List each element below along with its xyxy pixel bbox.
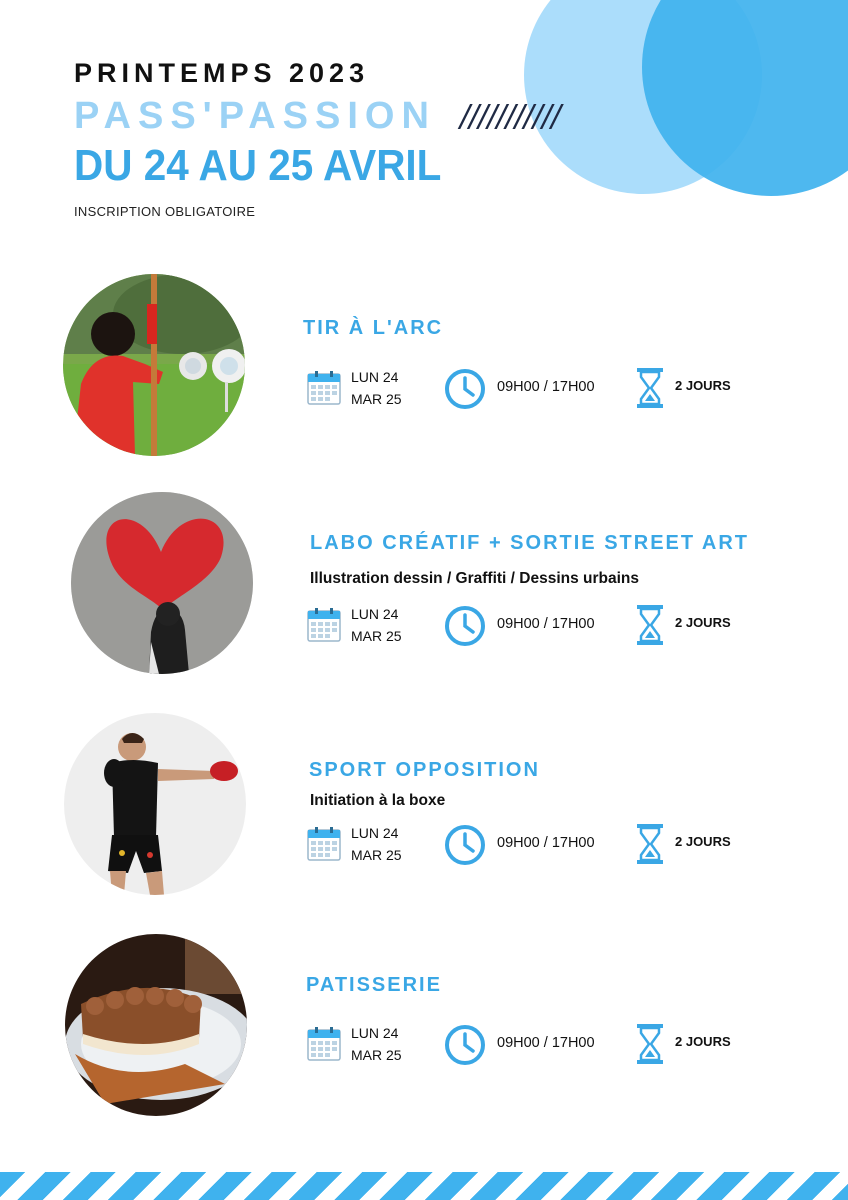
activity-days-street-art bbox=[307, 603, 402, 647]
calendar-icon bbox=[307, 607, 341, 643]
day-2: MAR 25 bbox=[351, 1047, 402, 1063]
activity-hours-archery: 09H00 / 17H00 bbox=[497, 379, 595, 395]
boxing-photo bbox=[64, 713, 246, 895]
day-1: LUN 24 bbox=[351, 606, 399, 622]
clock-icon bbox=[444, 1024, 486, 1066]
calendar-icon bbox=[307, 370, 341, 406]
clock-icon bbox=[444, 605, 486, 647]
archery-photo bbox=[63, 274, 245, 456]
pass-row bbox=[74, 94, 560, 138]
pass-title: PASS'PASSION bbox=[74, 95, 436, 137]
day-2: MAR 25 bbox=[351, 391, 402, 407]
activity-subtitle-boxing: Initiation à la boxe bbox=[310, 792, 446, 809]
activity-days-patisserie bbox=[307, 1022, 402, 1066]
activity-duration-boxing: 2 JOURS bbox=[675, 834, 731, 849]
season-title: PRINTEMPS 2023 bbox=[74, 58, 370, 88]
clock-icon bbox=[444, 824, 486, 866]
calendar-icon bbox=[307, 826, 341, 862]
activity-hours-boxing: 09H00 / 17H00 bbox=[497, 835, 595, 851]
activity-title-boxing: SPORT OPPOSITION bbox=[309, 759, 540, 781]
activity-title-archery: TIR À L'ARC bbox=[303, 317, 444, 339]
activity-duration-street-art: 2 JOURS bbox=[675, 615, 731, 630]
hourglass-icon bbox=[636, 1023, 664, 1065]
calendar-icon bbox=[307, 1026, 341, 1062]
activity-title-street-art: LABO CRÉATIF + SORTIE STREET ART bbox=[310, 532, 750, 554]
day-2: MAR 25 bbox=[351, 847, 402, 863]
decorative-slashes: /////////// bbox=[459, 98, 561, 134]
activity-days-boxing bbox=[307, 822, 402, 866]
day-2: MAR 25 bbox=[351, 628, 402, 644]
activity-subtitle-street-art: Illustration dessin / Graffiti / Dessins urbains bbox=[310, 570, 640, 587]
street-art-photo bbox=[71, 492, 253, 674]
activity-duration-archery: 2 JOURS bbox=[675, 378, 731, 393]
hourglass-icon bbox=[636, 367, 664, 409]
activity-title-patisserie: PATISSERIE bbox=[306, 974, 442, 996]
activity-hours-street-art: 09H00 / 17H00 bbox=[497, 616, 595, 632]
day-1: LUN 24 bbox=[351, 825, 399, 841]
clock-icon bbox=[444, 368, 486, 410]
inscription-note: INSCRIPTION OBLIGATOIRE bbox=[74, 204, 256, 219]
hourglass-icon bbox=[636, 604, 664, 646]
flyer-header bbox=[74, 56, 560, 219]
hourglass-icon bbox=[636, 823, 664, 865]
activity-days-archery bbox=[307, 366, 402, 410]
day-1: LUN 24 bbox=[351, 369, 399, 385]
patisserie-photo bbox=[65, 934, 247, 1116]
activity-hours-patisserie: 09H00 / 17H00 bbox=[497, 1035, 595, 1051]
event-dates: DU 24 AU 25 AVRIL bbox=[74, 141, 442, 190]
decorative-stripe-band bbox=[0, 1172, 848, 1200]
activity-duration-patisserie: 2 JOURS bbox=[675, 1034, 731, 1049]
day-1: LUN 24 bbox=[351, 1025, 399, 1041]
